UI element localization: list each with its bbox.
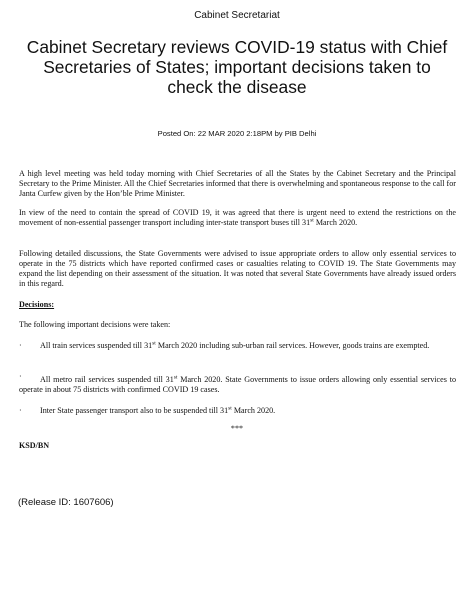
section-separator: *** — [230, 424, 244, 433]
release-title: Cabinet Secretary reviews COVID-19 status with Chief Secretaries of States; important decisions taken to check the disease — [26, 37, 448, 97]
paragraph-restrictions — [19, 208, 456, 228]
paragraph-restrictions-text: In view of the need to contain the spread of COVID 19, it was agreed that there is urgent need to extend the restrictions on the movement of non-essential passenger transport including inter-state transport buses till 31 — [19, 208, 456, 227]
ordinal-suffix: st — [173, 374, 178, 381]
posted-on-line: Posted On: 22 MAR 2020 2:18PM by PIB Delhi — [157, 129, 317, 138]
ordinal-suffix: st — [310, 217, 314, 224]
author-code: KSD/BN — [19, 441, 50, 450]
ordinal-suffix: st — [152, 340, 156, 347]
decisions-intro: The following important decisions were taken: — [19, 320, 171, 329]
decision-item-text-end: March 2020. — [231, 406, 276, 415]
bullet-dot: · — [19, 372, 22, 381]
decision-item-metro — [19, 375, 456, 395]
ministry-name: Cabinet Secretariat — [194, 10, 280, 21]
decision-item-text: Inter State passenger transport also to be suspended till 31 — [40, 406, 229, 415]
ordinal-suffix: st — [228, 405, 232, 412]
decision-item-text: All metro rail services suspended till 31 — [40, 375, 174, 384]
decisions-heading: Decisions: — [19, 300, 55, 309]
bullet-dot: · — [19, 406, 22, 415]
release-id: (Release ID: 1607606) — [18, 497, 114, 508]
decision-item-interstate — [19, 406, 456, 416]
paragraph-meeting: A high level meeting was held today morning with Chief Secretaries of all the States by the Cabinet Secretary and the Principal Secretary to the Prime Minister. All the Chief Secretaries informed that there is overwhelming and spontaneous response to the call for Janta Curfew given by the Hon’ble Prime Minister. — [19, 169, 456, 198]
decision-item-train — [19, 341, 456, 351]
decision-item-text-end: March 2020. State Governments to issue orders allowing only essential services to operate in about 75 districts with confirmed COVID 19 cases. — [19, 375, 457, 394]
decision-item-text: All train services suspended till 31 — [40, 341, 153, 350]
bullet-dot: · — [19, 341, 22, 350]
decision-item-text-end: March 2020 including sub-urban rail services. However, goods trains are exempted. — [155, 341, 430, 350]
paragraph-discussions: Following detailed discussions, the State Governments were advised to issue appropriate orders to allow only essential services to operate in the 75 districts which have reported confirmed cases or casualties relating to COVID 19. The State Governments may expand the list depending on their assessment of the situation. It was noted that several State Governments have already issued orders in this regard. — [19, 249, 456, 288]
paragraph-restrictions-end: March 2020. — [313, 218, 358, 227]
